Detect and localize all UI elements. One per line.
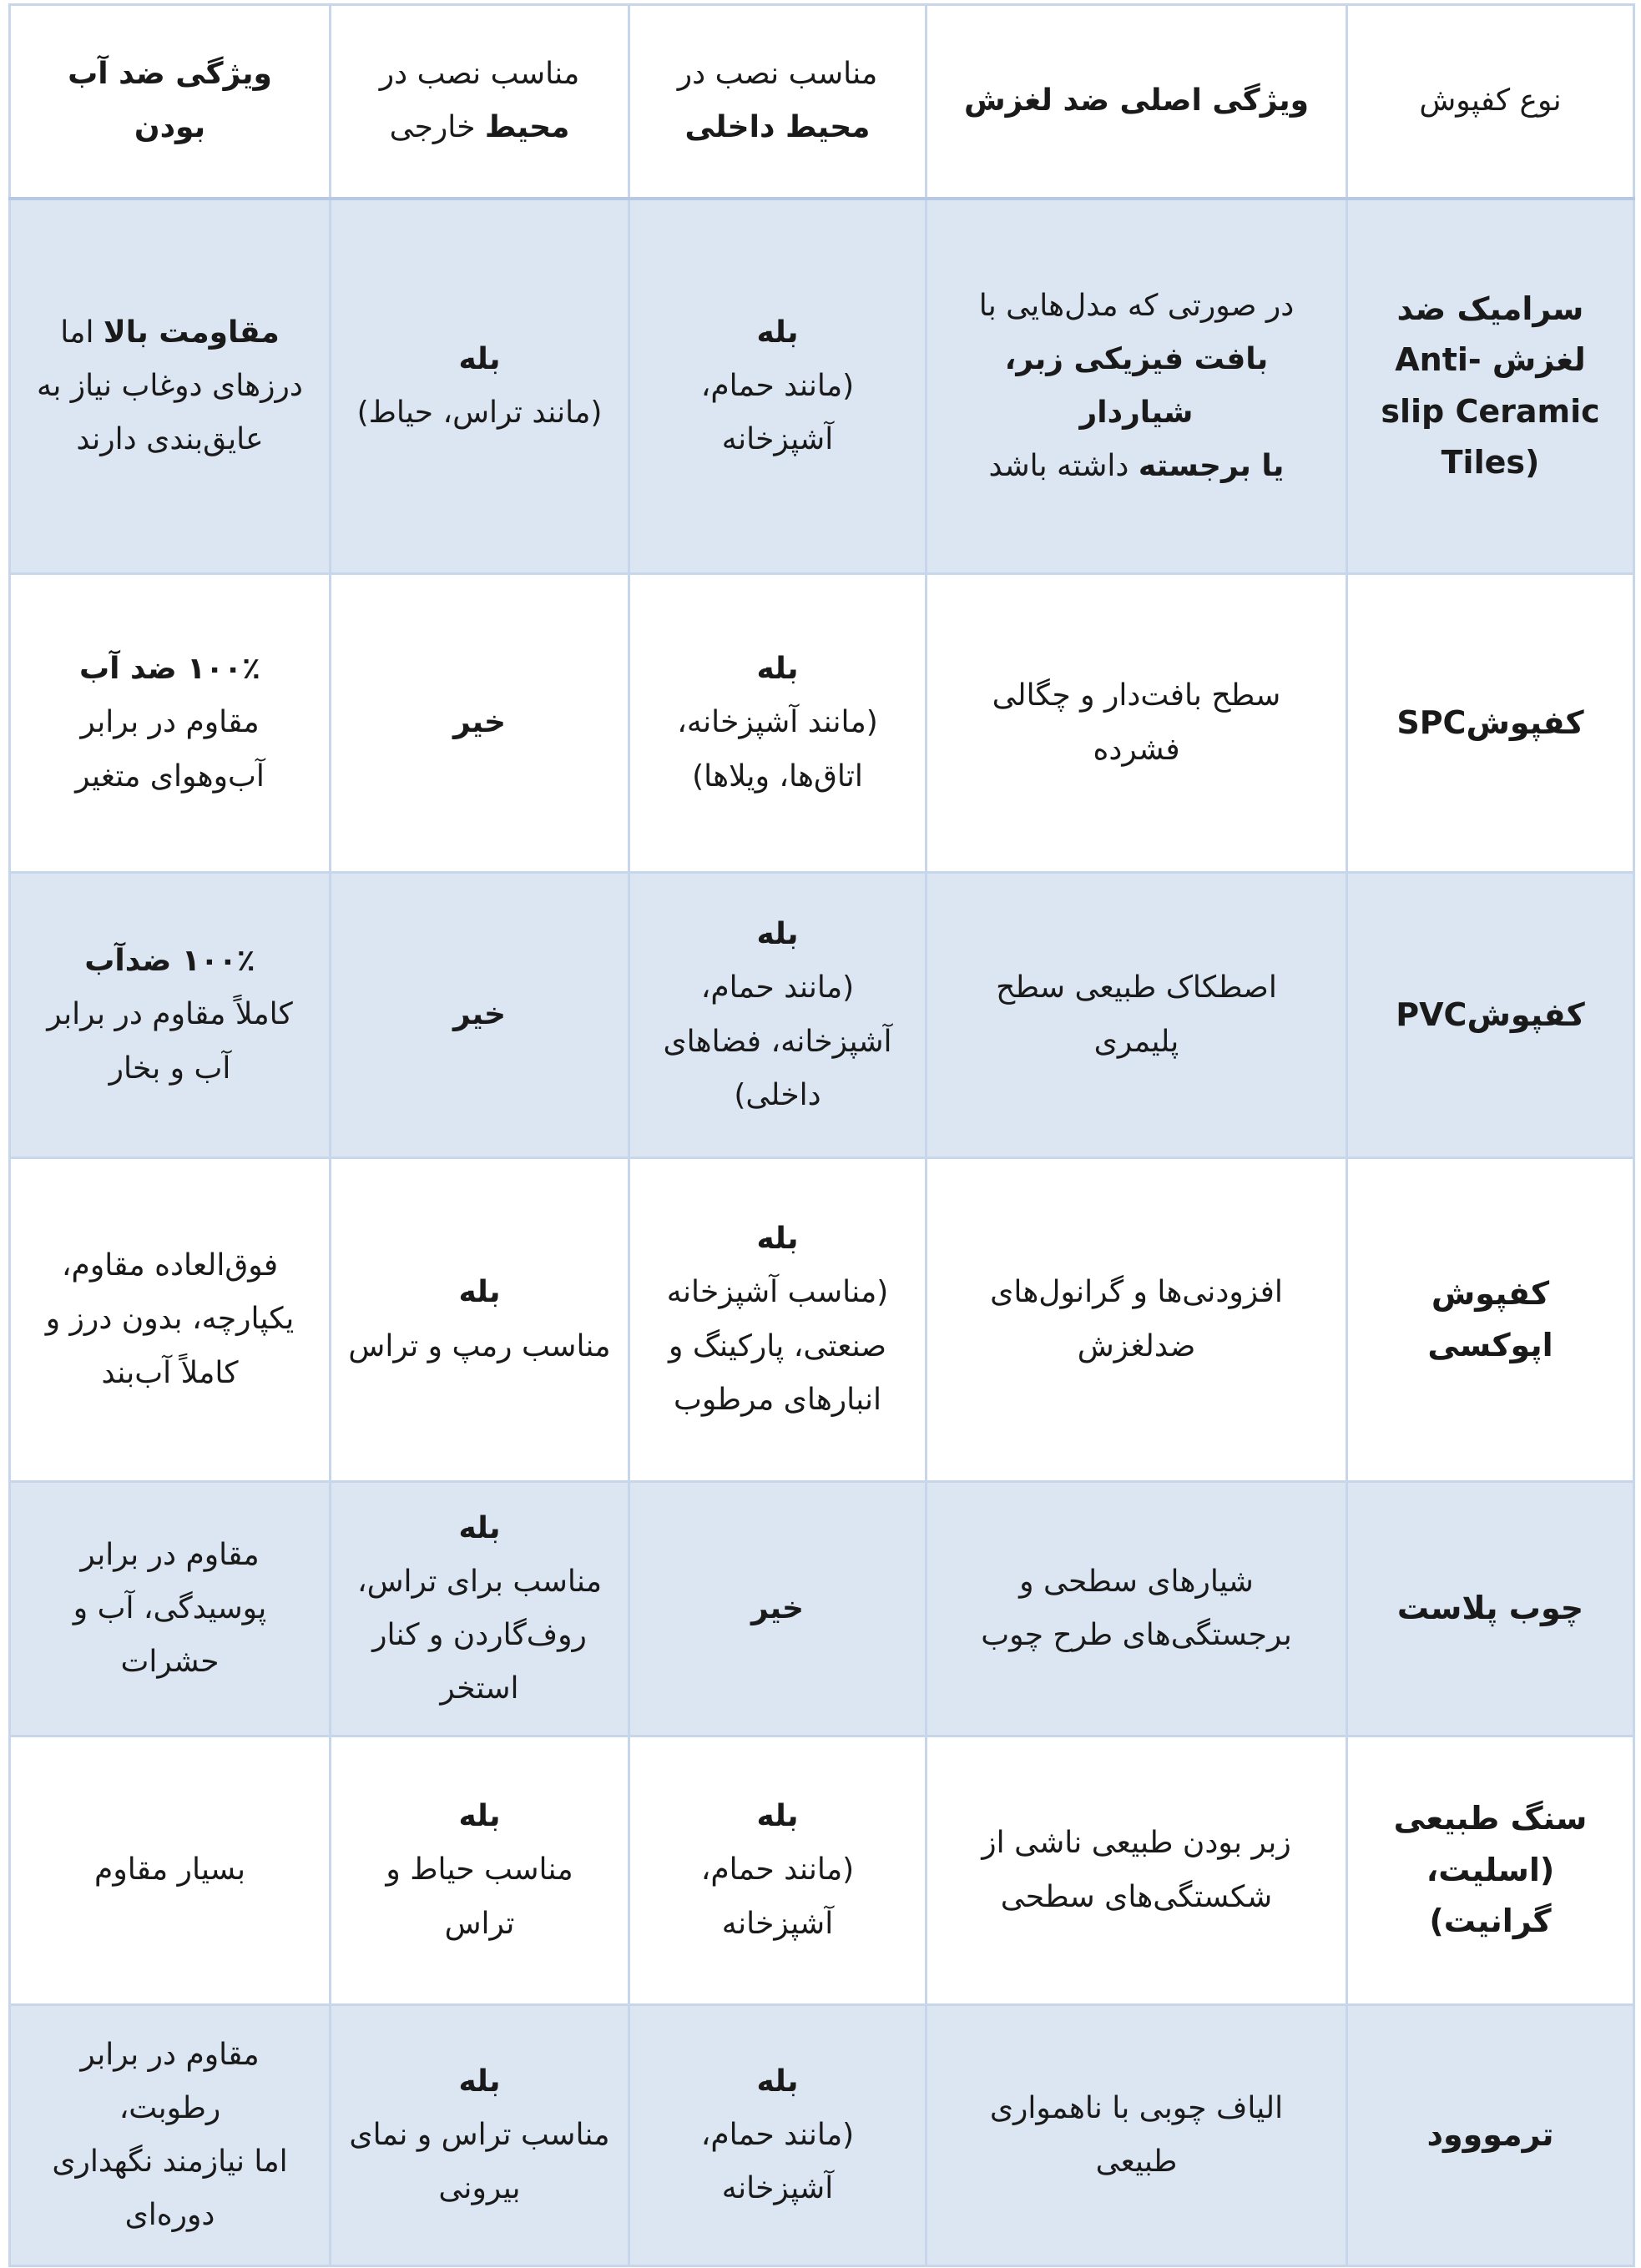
cell-water (10, 1736, 331, 2005)
indoor-note: آشپزخانه (721, 1906, 834, 1941)
cell-anti-slip (927, 1736, 1347, 2005)
indoor-answer: بله (756, 315, 799, 350)
type-name: slip Ceramic (1381, 392, 1600, 430)
cell-indoor (629, 1482, 927, 1736)
indoor-note: (مانند حمام، (700, 368, 855, 403)
indoor-answer: بله (756, 917, 799, 952)
anti-slip-text: در صورتی که مدل‌هایی با (978, 288, 1295, 323)
outdoor-note: مناسب حیاط و (386, 1852, 573, 1887)
water-text: مقاوم در برابر (80, 705, 260, 740)
indoor-note: (مانند حمام، (700, 970, 855, 1005)
type-name: Tiles) (1441, 444, 1540, 481)
cell-type (1347, 1482, 1634, 1736)
outdoor-answer: بله (458, 341, 501, 376)
water-bold: مقاومت بالا (103, 315, 280, 350)
cell-outdoor (331, 1736, 629, 2005)
header-outdoor-line1: مناسب نصب در (379, 57, 580, 92)
cell-anti-slip (927, 574, 1347, 873)
outdoor-answer: بله (458, 1799, 501, 1834)
water-text: یکپارچه، بدون درز و (45, 1302, 295, 1337)
water-text: اما نیازمند نگهداری (52, 2145, 288, 2179)
header-indoor-line2: محیط داخلی (684, 110, 871, 145)
cell-water (10, 1482, 331, 1736)
anti-slip-text: ضدلغزش (1077, 1328, 1196, 1363)
header-type-label: نوع کفپوش (1419, 83, 1562, 118)
type-name: ترمووود (1426, 2116, 1554, 2154)
flooring-comparison-table (8, 3, 1635, 2267)
cell-anti-slip (927, 1158, 1347, 1482)
water-text: مقاوم در برابر (80, 1537, 260, 1572)
cell-outdoor (331, 1158, 629, 1482)
type-name: کفپوشSPC (1396, 703, 1584, 741)
header-row (10, 5, 1634, 199)
comparison-table-container (8, 3, 1633, 2265)
anti-slip-text: الیاف چوبی با ناهمواری (989, 2090, 1284, 2125)
cell-type (1347, 1158, 1634, 1482)
anti-slip-text: افزودنی‌ها و گرانول‌های (990, 1275, 1283, 1310)
cell-anti-slip (927, 1482, 1347, 1736)
table-row (10, 2005, 1634, 2266)
outdoor-note: مناسب تراس و نمای (349, 2117, 610, 2152)
cell-type (1347, 873, 1634, 1158)
type-name: کفپوشPVC (1396, 995, 1585, 1033)
indoor-note: آشپزخانه (721, 2171, 834, 2206)
indoor-note: آشپزخانه، فضاهای (663, 1024, 892, 1059)
outdoor-note: مناسب برای تراس، (356, 1564, 603, 1599)
indoor-answer: خیر (750, 1590, 805, 1625)
cell-outdoor (331, 1482, 629, 1736)
outdoor-answer: بله (458, 1510, 501, 1545)
type-name: لغزش -Anti (1395, 341, 1586, 379)
outdoor-answer: بله (458, 1275, 501, 1310)
type-name: چوب پلاست (1396, 1590, 1584, 1627)
anti-slip-rest: داشته باشد (988, 448, 1139, 483)
indoor-note: (مناسب آشپزخانه (666, 1275, 889, 1310)
header-anti-slip (927, 5, 1347, 199)
header-outdoor (331, 5, 629, 199)
indoor-note: آشپزخانه (721, 421, 834, 456)
water-text: فوق‌العاده مقاوم، (61, 1248, 279, 1283)
water-text: آب و بخار (109, 1051, 231, 1086)
header-indoor-line1: مناسب نصب در (677, 57, 878, 92)
cell-anti-slip (927, 873, 1347, 1158)
cell-indoor (629, 199, 927, 574)
cell-indoor (629, 1158, 927, 1482)
outdoor-answer: خیر (452, 997, 507, 1032)
header-outdoor-line2 (348, 101, 611, 154)
outdoor-note: بیرونی (438, 2171, 521, 2206)
cell-water (10, 199, 331, 574)
indoor-note: صنعتی، پارکینگ و (668, 1328, 887, 1363)
header-water-label: ویژگی ضد آب بودن (68, 57, 272, 145)
anti-slip-text: بافت فیزیکی زبر، شیاردار (1004, 341, 1269, 430)
water-text: کاملاً آب‌بند (101, 1355, 239, 1390)
cell-type (1347, 1736, 1634, 2005)
cell-outdoor (331, 199, 629, 574)
cell-type (1347, 2005, 1634, 2266)
cell-type (1347, 574, 1634, 873)
indoor-note: (مانند آشپزخانه، (677, 705, 878, 740)
table-row (10, 199, 1634, 574)
indoor-answer: بله (756, 652, 799, 687)
outdoor-note: روف‌گاردن و کنار (372, 1618, 587, 1652)
type-name: (اسلیت، گرانیت) (1426, 1851, 1555, 1940)
header-type (1347, 5, 1634, 199)
anti-slip-text: پلیمری (1093, 1024, 1179, 1059)
water-text: عایق‌بندی دارند (76, 421, 264, 456)
anti-slip-text: شکستگی‌های سطحی (1000, 1879, 1273, 1914)
water-text: دوره‌ای (124, 2198, 215, 2233)
anti-slip-text: اصطکاک طبیعی سطح (996, 970, 1277, 1005)
cell-anti-slip (927, 2005, 1347, 2266)
indoor-note: (مانند حمام، (700, 2117, 855, 2152)
header-outdoor-line2-rest: خارجی (389, 110, 485, 145)
cell-water (10, 873, 331, 1158)
anti-slip-text: سطح بافت‌دار و چگالی فشرده (992, 678, 1281, 767)
water-text: بسیار مقاوم (94, 1852, 245, 1887)
cell-indoor (629, 1736, 927, 2005)
water-text: ۱۰۰٪ ضدآب (84, 944, 255, 979)
outdoor-note: تراس (444, 1906, 515, 1941)
header-indoor (629, 5, 927, 199)
type-name: سرامیک ضد (1396, 290, 1584, 327)
anti-slip-text (944, 440, 1329, 493)
cell-indoor (629, 873, 927, 1158)
water-text: آب‌وهوای متغیر (75, 759, 265, 794)
table-row (10, 574, 1634, 873)
table-row (10, 873, 1634, 1158)
cell-water (10, 574, 331, 873)
outdoor-answer: خیر (452, 705, 507, 740)
indoor-note: (مانند حمام، (700, 1852, 855, 1887)
anti-slip-text: برجستگی‌های طرح چوب (981, 1618, 1292, 1652)
indoor-answer: بله (756, 1222, 799, 1257)
header-anti-slip-label: ویژگی اصلی ضد لغزش (964, 83, 1309, 118)
anti-slip-text: زبر بودن طبیعی ناشی از (982, 1826, 1291, 1861)
water-text: حشرات (120, 1645, 220, 1680)
outdoor-note: استخر (440, 1671, 519, 1706)
outdoor-answer: بله (458, 2064, 501, 2099)
water-text: درزهای دوغاب نیاز به (37, 368, 303, 403)
water-text: ۱۰۰٪ ضد آب (78, 652, 261, 687)
water-rest: اما (60, 315, 104, 350)
anti-slip-bold: یا برجسته (1138, 448, 1285, 483)
table-header (10, 5, 1634, 199)
indoor-answer: بله (756, 1799, 799, 1834)
water-text: کاملاً مقاوم در برابر (47, 997, 293, 1032)
cell-indoor (629, 574, 927, 873)
cell-water (10, 2005, 331, 2266)
table-row (10, 1482, 1634, 1736)
cell-indoor (629, 2005, 927, 2266)
type-name: کفپوش اپوکسی (1427, 1274, 1553, 1363)
cell-anti-slip (927, 199, 1347, 574)
indoor-note: داخلی) (734, 1077, 821, 1112)
indoor-answer: بله (756, 2064, 799, 2099)
anti-slip-text: شیارهای سطحی و (1019, 1564, 1254, 1599)
cell-outdoor (331, 873, 629, 1158)
outdoor-note: (مانند تراس، حیاط) (356, 395, 603, 430)
anti-slip-text: طبیعی (1095, 2145, 1178, 2179)
water-text: پوسیدگی، آب و (73, 1590, 267, 1625)
table-row (10, 1158, 1634, 1482)
cell-outdoor (331, 574, 629, 873)
water-text: مقاوم در برابر رطوبت، (80, 2037, 260, 2125)
outdoor-note: مناسب رمپ و تراس (348, 1328, 611, 1363)
header-water (10, 5, 331, 199)
table-body (10, 199, 1634, 2266)
indoor-note: انبارهای مرطوب (673, 1382, 882, 1417)
header-outdoor-line2-bold: محیط (484, 110, 570, 145)
cell-outdoor (331, 2005, 629, 2266)
type-name: سنگ طبیعی (1393, 1800, 1588, 1837)
cell-type (1347, 199, 1634, 574)
table-row (10, 1736, 1634, 2005)
cell-water (10, 1158, 331, 1482)
indoor-note: اتاق‌ها، ویلاها) (692, 759, 863, 794)
water-text (28, 306, 312, 360)
